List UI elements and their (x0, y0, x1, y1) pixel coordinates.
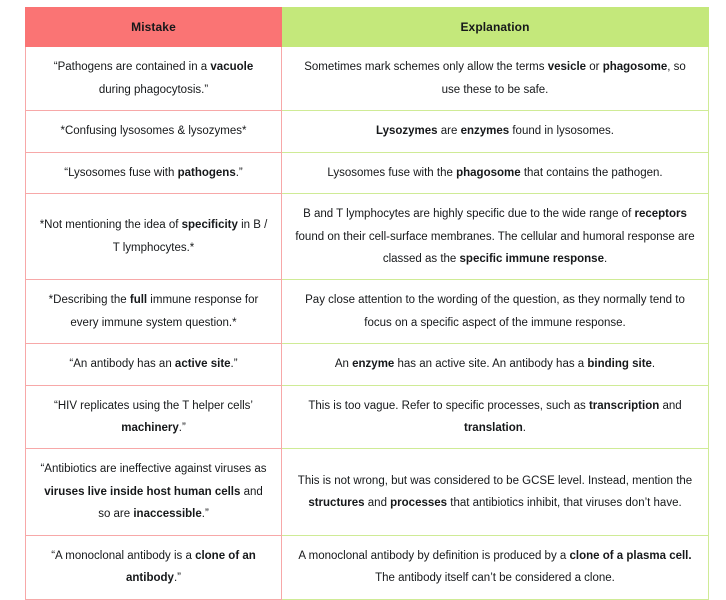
table-row (26, 449, 709, 535)
cell-mistake: *Confusing lysosomes & lysozymes* (26, 111, 282, 152)
cell-mistake: “A monoclonal antibody is a clone of an antibody.” (26, 535, 282, 599)
cell-mistake: *Describing the full immune response for every immune system question.* (26, 280, 282, 344)
table-row (26, 47, 709, 111)
cell-explanation: Lysosomes fuse with the phagosome that contains the pathogen. (282, 152, 709, 193)
cell-mistake: “An antibody has an active site.” (26, 344, 282, 385)
table-row (26, 535, 709, 599)
table-row (26, 385, 709, 449)
mistakes-explanations-table (25, 7, 709, 600)
cell-mistake: “HIV replicates using the T helper cells’ machinery.” (26, 385, 282, 449)
cell-explanation: This is too vague. Refer to specific processes, such as transcription and translation. (282, 385, 709, 449)
cell-explanation: Pay close attention to the wording of the question, as they normally tend to focus on a specific aspect of the immune response. (282, 280, 709, 344)
column-header-explanation: Explanation (282, 8, 709, 47)
cell-explanation: Sometimes mark schemes only allow the terms vesicle or phagosome, so use these to be safe. (282, 47, 709, 111)
cell-explanation: This is not wrong, but was considered to be GCSE level. Instead, mention the structures and processes that antibiotics inhibit, that viruses don’t have. (282, 449, 709, 535)
table-row (26, 194, 709, 280)
cell-explanation: An enzyme has an active site. An antibody has a binding site. (282, 344, 709, 385)
table-body (26, 47, 709, 599)
table-row (26, 152, 709, 193)
cell-mistake: “Lysosomes fuse with pathogens.” (26, 152, 282, 193)
cell-mistake: “Pathogens are contained in a vacuole during phagocytosis.” (26, 47, 282, 111)
cell-explanation: A monoclonal antibody by definition is produced by a clone of a plasma cell. The antibody itself can’t be considered a clone. (282, 535, 709, 599)
table-row (26, 111, 709, 152)
mistakes-table-container (25, 7, 708, 600)
column-header-mistake: Mistake (26, 8, 282, 47)
cell-explanation: B and T lymphocytes are highly specific due to the wide range of receptors found on their cell-surface membranes. The cellular and humoral response are classed as the specific immune response. (282, 194, 709, 280)
cell-mistake: *Not mentioning the idea of specificity in B / T lymphocytes.* (26, 194, 282, 280)
cell-explanation: Lysozymes are enzymes found in lysosomes. (282, 111, 709, 152)
table-row (26, 344, 709, 385)
table-header (26, 8, 709, 47)
cell-mistake: “Antibiotics are ineffective against viruses as viruses live inside host human cells and so are inaccessible.” (26, 449, 282, 535)
table-header-row (26, 8, 709, 47)
table-row (26, 280, 709, 344)
